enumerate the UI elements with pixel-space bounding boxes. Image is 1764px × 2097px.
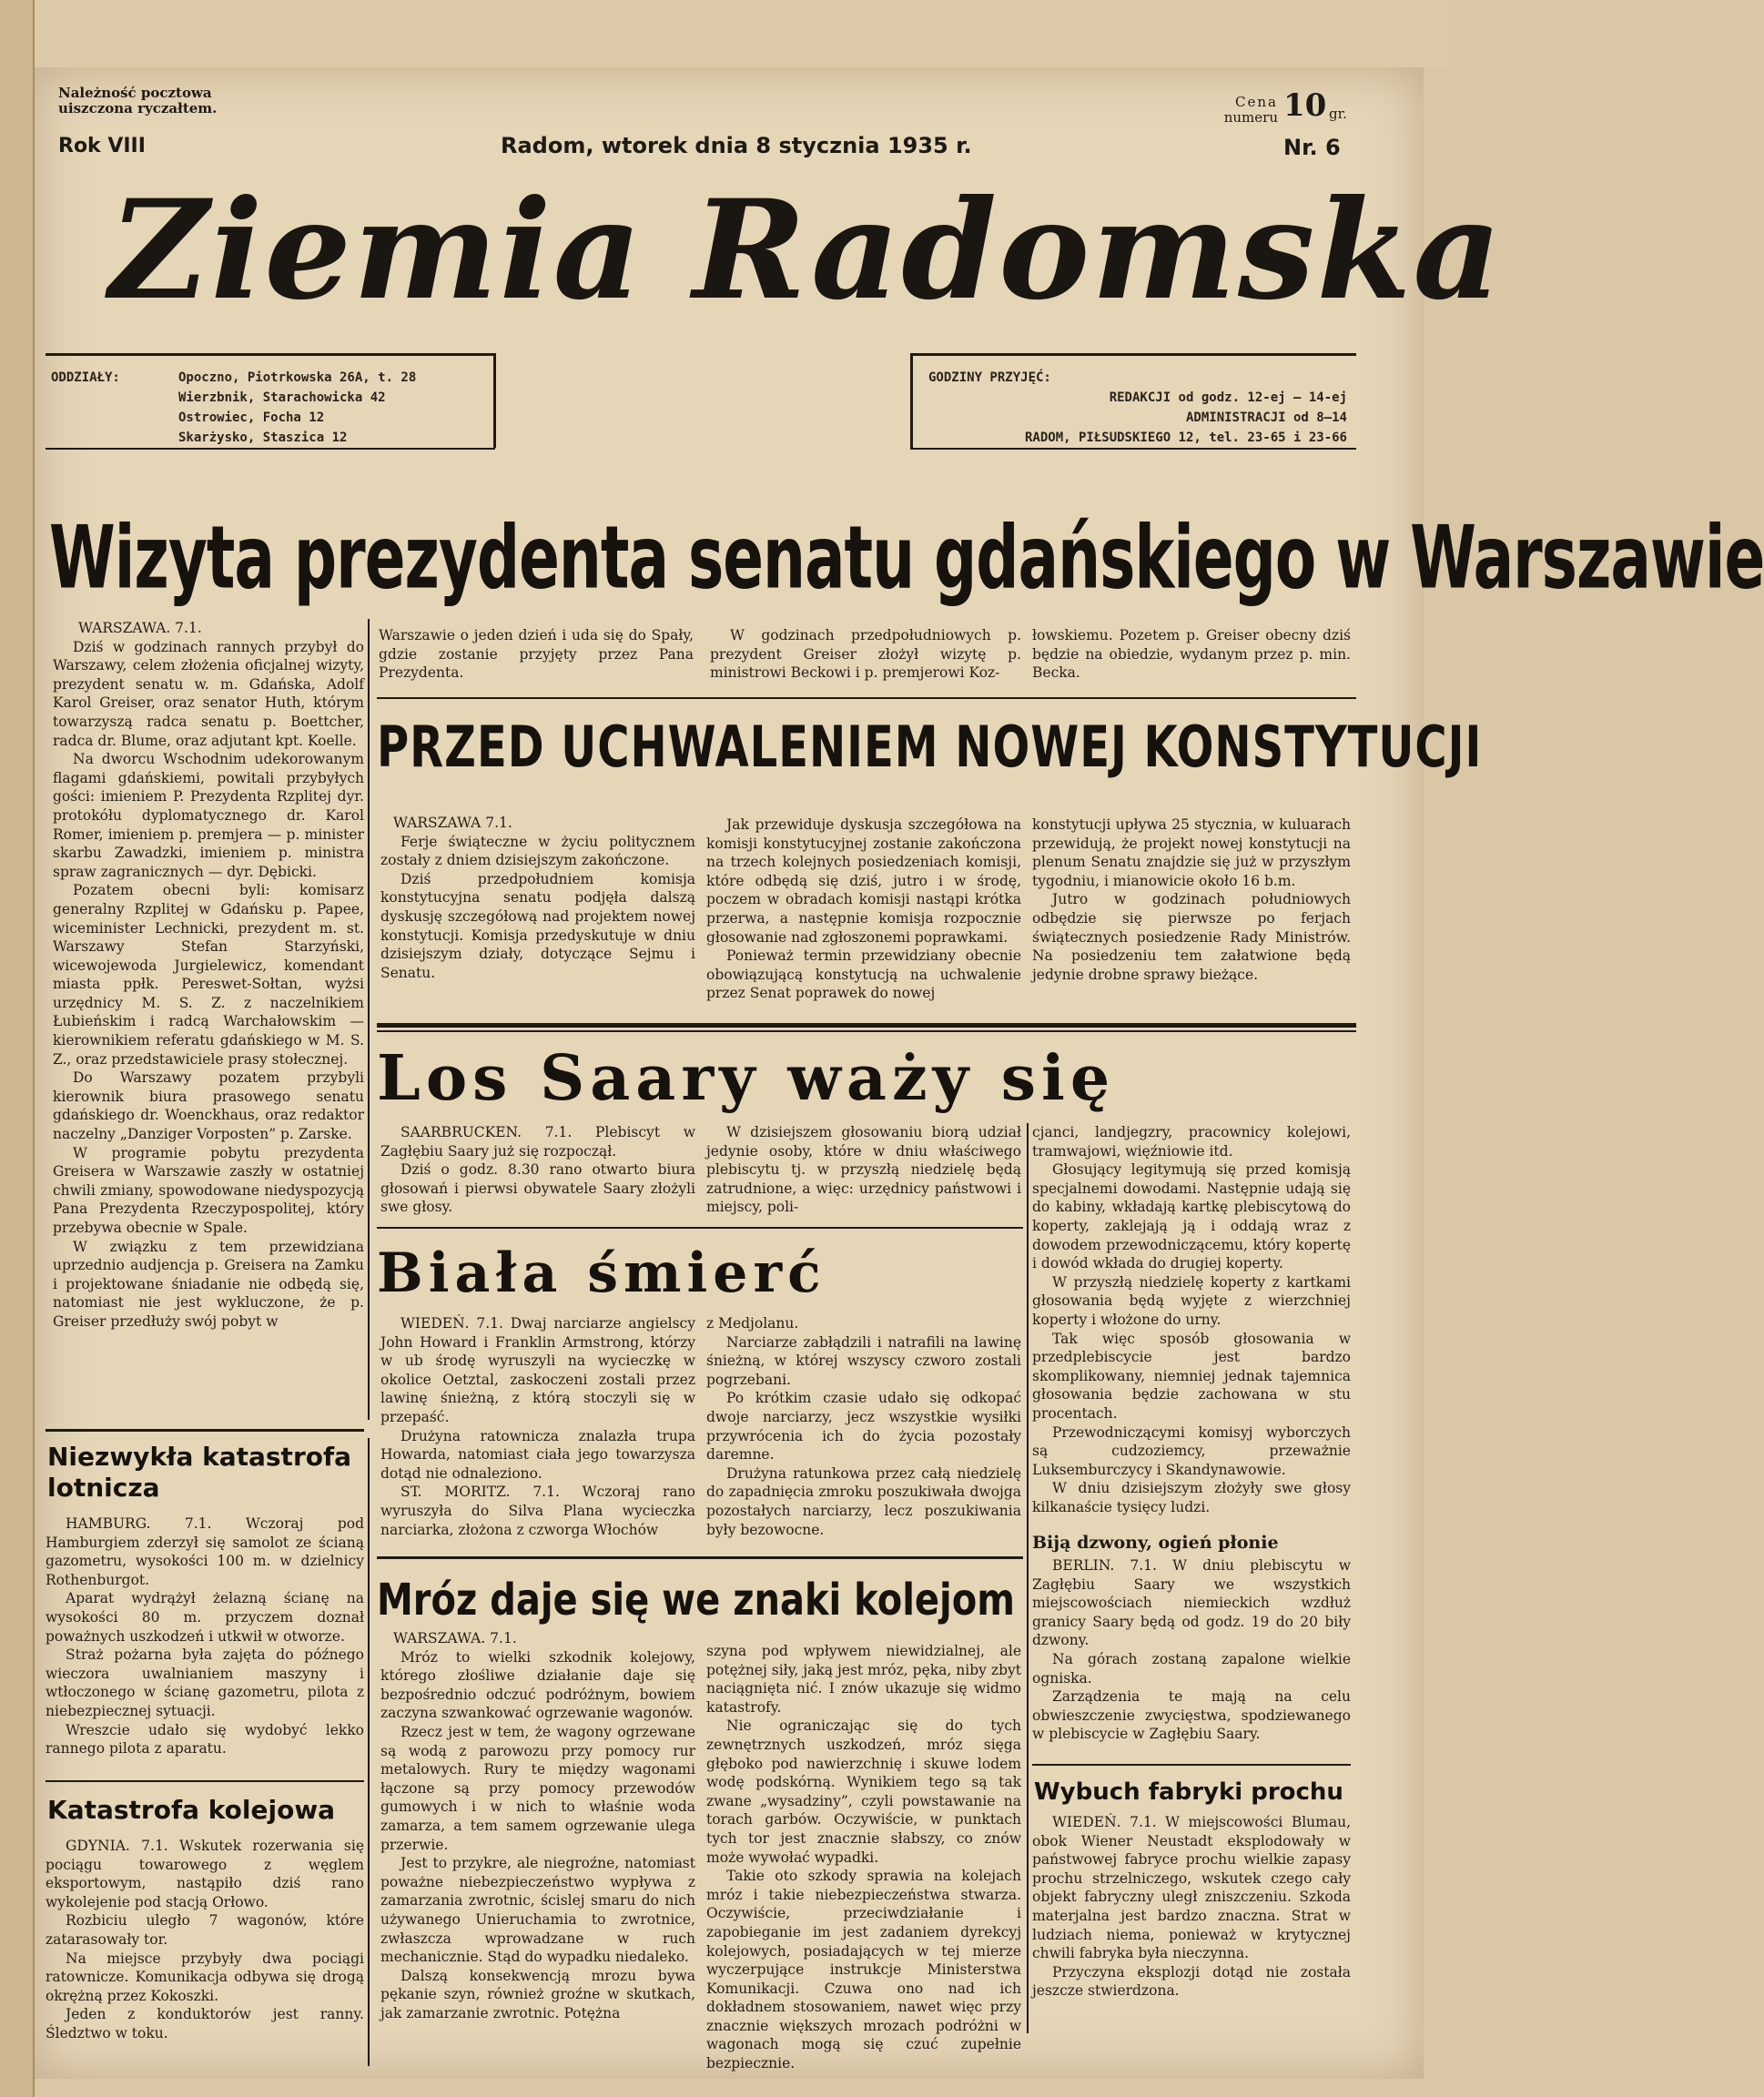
smierc-col-1 — [380, 1314, 695, 1555]
paragraph: Takie oto szkody sprawia na kolejach mróz i takie niebezpieczeństwa stwarza. Oczywiście, przeciwdziałanie i zapobieganie im jest zadaniem dyrekcyj kolejowych, posiadających w tej mierze wyczerpujące instrukcje Ministerstwa Komunikacji. Czuwa ono nad ich dokładnem stosowaniem, nawet więc przy znacznie większych mrozach podróżni w wagonach mogą się czuć zupełnie bezpiecznie. — [706, 1868, 1021, 2072]
info-divider-right — [910, 353, 913, 448]
info-rule-left — [46, 353, 495, 356]
paragraph: Jeden z konduktorów jest ranny. Śledztwo w toku. — [46, 2006, 364, 2041]
branch-line: Skarżysko, Staszica 12 — [178, 431, 348, 445]
hours-line: RADOM, PIŁSUDSKIEGO 12, tel. 23-65 i 23-66 — [1024, 431, 1347, 445]
masthead-title: Ziemia Radomska — [109, 170, 1504, 330]
postage-note-line2: uiszczona ryczałtem. — [58, 100, 218, 116]
paragraph: ST. MORITZ. 7.1. Wczoraj rano wyruszyła do Silva Plana wycieczka narciarka, złożona z czworga Włochów — [380, 1484, 695, 1538]
kolejowa-body — [46, 1837, 364, 2068]
saary-col-2 — [706, 1123, 1021, 1223]
paragraph: Ferje świąteczne w życiu politycznem zostały z dniem dzisiejszym zakończone. — [380, 833, 695, 869]
headline-mroz: Mróz daje się we znaki kolejom — [377, 1575, 1015, 1626]
wizyta-dateline: WARSZAWA. 7.1. — [78, 620, 202, 636]
paragraph: Drużyna ratunkowa przez całą niedzielę do zapadnięcia zmroku poszukiwała dwojga pozostałych narciarzy, lecz poszukiwania były bezowocne. — [706, 1464, 1021, 1538]
paragraph: z Medjolanu. — [706, 1315, 799, 1332]
section-rule — [46, 1429, 364, 1432]
paragraph: W związku z tem przewidziana uprzednio audjencja p. Greisera na Zamku i projektowane śniadanie nie odbędą się, natomiast nie jest wykluczone, że p. Greiser przedłuży swój pobyt w — [53, 1238, 364, 1330]
paragraph: W dzisiejszem głosowaniu biorą udział jedynie osoby, które w dniu właściwego plebiscytu tj. w przyszłą niedzielę będą zatrudnione, a więc: urzędnicy państwowi i miejscy, poli- — [706, 1124, 1021, 1216]
wizyta-col-2 — [379, 626, 694, 690]
paragraph: Wreszcie udało się wydobyć lekko rannego pilota z aparatu. — [46, 1721, 364, 1758]
smierc-col-2 — [706, 1314, 1021, 1555]
year-label: Rok VIII — [58, 135, 146, 157]
paragraph: Głosujący legitymują się przed komisją specjalnemi dowodami. Następnie udają się do kabiny, wkładają kartkę plebiscytową do koperty, zaklejają ją i oddają wraz z dowodem przewodniczącemu, który kopertę i dowód wkłada do drugiej koperty. — [1032, 1161, 1351, 1272]
saary-col-3 — [1032, 1123, 1351, 1529]
paragraph: Nie ograniczając się do tych zewnętrznych uszkodzeń, mróz sięga głęboko pod nawierzchnię i skuwe lodem wodę podskórną. Wynikiem tego są tak zwane „wysadziny”, czyli powstawanie na torach garbów. Oczywiście, w punktach tych tor jest znacznie słabszy, co znów może wywołać wypadki. — [706, 1717, 1021, 1866]
paragraph: W przyszłą niedzielę koperty z kartkami głosowania będą wyjęte z wierzchniej koperty i włożone do urny. — [1032, 1273, 1351, 1328]
katastrofa-body — [46, 1514, 364, 1784]
paragraph: WIEDEŃ. 7.1. W miejscowości Blumau, obok Wiener Neustadt eksplodowały w państwowej fabryce prochu wielkie zapasy prochu strzelniczego, wskutek czego cały objekt fabryczny uległ zniszczeniu. Szkoda materjalna jest bardzo znaczna. Strat w ludziach niema, ponieważ w krytycznej chwili fabryka była nieczynna. — [1032, 1814, 1351, 1962]
hours-line: ADMINISTRACJI od 8—14 — [1185, 410, 1347, 425]
paragraph: Do Warszawy pozatem przybyli kierownik biura prasowego senatu gdańskiego dr. Woenckhaus, oraz redaktor naczelny „Danziger Vorposten” p. Zarske. — [53, 1069, 364, 1143]
section-rule — [1032, 1764, 1351, 1766]
branches-label: ODDZIAŁY: — [51, 370, 120, 385]
dateline: Radom, wtorek dnia 8 stycznia 1935 r. — [501, 133, 972, 158]
paragraph: szyna pod wpływem niewidzialnej, ale potężnej siły, jaką jest mróz, pęka, niby zbyt naciągnięta nić. I znów ukazuje się widmo katastrofy. — [706, 1643, 1021, 1716]
konstytucja-col-1 — [380, 814, 695, 1014]
konstytucja-col-3 — [1032, 816, 1351, 1007]
section-rule — [377, 1556, 1023, 1559]
section-rule — [46, 1780, 364, 1782]
paragraph: Ponieważ termin przewidziany obecnie obowiązującą konstytucją na uchwalenie przez Senat poprawek do nowej — [706, 947, 1021, 1002]
paragraph: Przyczyna eksplozji dotąd nie została jeszcze stwierdzona. — [1032, 1963, 1351, 2000]
price-label-line2: numeru — [1223, 109, 1278, 126]
office-hours — [928, 368, 1347, 448]
column-divider — [1027, 1123, 1029, 2033]
issue-number: Nr. 6 — [1283, 135, 1341, 160]
section-rule — [377, 697, 1356, 699]
hours-line: REDAKCJI od godz. 12-ej — 14-ej — [1109, 390, 1347, 405]
konstytucja-col-2 — [706, 816, 1021, 1007]
info-rule-right-bottom — [910, 448, 1356, 450]
paragraph: Na dworcu Wschodnim udekorowanym flagami gdańskiemi, powitali przybyłych gości: imieniem P. Prezydenta Rzplitej dyr. protokółu dyplomatycznego dr. Karol Romer, imieniem p. premjera — p. minister skarbu Zawadzki, imieniem p. ministra spraw zagranicznych — dyr. Dębicki. — [53, 751, 364, 880]
paragraph: Narciarze zabłądzili i natrafili na lawinę śnieżną, w której wszyscy czworo zostali pogrzebani. — [706, 1333, 1021, 1388]
section-rule-heavy — [377, 1023, 1356, 1028]
paragraph: W godzinach przedpołudniowych p. prezydent Greiser złożył wizytę p. ministrowi Beckowi i p. premjerowi Koz- — [710, 627, 1021, 682]
info-rule-left-bottom — [46, 448, 495, 450]
mroz-col-1 — [380, 1629, 695, 2068]
price-label-line1: Cena — [1235, 94, 1278, 110]
paragraph: BERLIN. 7.1. W dniu plebiscytu w Zagłębiu Saary we wszystkich miejscowościach niemieckich wzdłuż granicy Saary będą od godz. 19 do 20 biły dzwony. — [1032, 1557, 1351, 1649]
postage-note-line1: Należność pocztowa — [58, 85, 212, 101]
paragraph: cjanci, landjegzry, pracownicy kolejowi, tramwajowi, więźniowie itd. — [1032, 1124, 1351, 1160]
paragraph: HAMBURG. 7.1. Wczoraj pod Hamburgiem zderzył się samolot ze ścianą gazometru, wysokości 100 m. w dzielnicy Rothenburgot. — [46, 1515, 364, 1588]
headline-saary: Los Saary waży się — [377, 1042, 1116, 1115]
paragraph: Rzecz jest w tem, że wagony ogrzewane są wodą z parowozu przy pomocy rur metalowych. Rury te między wagonami łączone są przy pomocy przewodów gumowych i w nich to właśnie woda zamarza, a tem samem ogrzewanie ulega przerwie. — [380, 1723, 695, 1853]
branch-line: Wierzbnik, Starachowicka 42 — [178, 390, 386, 405]
paragraph: konstytucji upływa 25 stycznia, w kuluarach przewidują, że projekt nowej konstytucji na plenum Senatu znajdzie się już w przyszłym tygodniu, i mianowicie około 16 b.m. — [1032, 816, 1351, 889]
paragraph: Dziś przedpołudniem komisja konstytucyjna senatu podjęła dalszą dyskusję szczegółową nad projektem nowej konstytucji. Komisja przedyskutuje w dniu dzisiejszym działy, dotyczące Sejmu i Senatu. — [380, 870, 695, 981]
paragraph: Na miejsce przybyły dwa pociągi ratownicze. Komunikacja odbywa się drogą okrężną przez Kokoszki. — [46, 1950, 364, 2004]
paragraph: Jak przewiduje dyskusja szczegółowa na komisji konstytucyjnej zostanie zakończona na trzech kolejnych posiedzeniach komisji, które odbędą się dziś, jutro i w środę, poczem w obradach komisji nastąpi krótka przerwa, a następnie komisja rozpocznie głosowanie nad zgłoszonemi poprawkami. — [706, 816, 1021, 946]
paragraph: Mróz to wielki szkodnik kolejowy, którego złośliwe działanie daje się bezpośrednio odczuć podróżnym, bowiem zaczyna szwankować ogrzewanie wagonów. — [380, 1648, 695, 1722]
headline-katastrofa: Niezwykła katastrofa lotnicza — [47, 1442, 352, 1503]
fabryka-body — [1032, 1813, 1351, 2059]
paragraph: Tak więc sposób głosowania w przedplebiscycie jest bardzo skomplikowany, niemniej jednak tajemnica głosowania będzie zachowana w stu procentach. — [1032, 1330, 1351, 1422]
wizyta-col-3 — [710, 626, 1021, 690]
hours-line: GODZINY PRZYJĘĆ: — [928, 370, 1051, 385]
paragraph: GDYNIA. 7.1. Wskutek rozerwania się pociągu towarowego z węglem eksportowym, nastąpiło dziś rano wykolejenie pod stacją Orłowo. — [46, 1838, 364, 1910]
postage-note — [58, 86, 240, 116]
paragraph: Po krótkim czasie udało się odkopać dwoje narciarzy, jecz wszystkie wysiłki przywrócenia ich do życia pozostały daremne. — [706, 1390, 1021, 1464]
paragraph: Dziś w godzinach rannych przybył do Warszawy, celem złożenia oficjalnej wizyty, prezydent senatu w. m. Gdańska, Adolf Karol Greiser, oraz senator Huth, którym towarzyszą radca senatu p. Boettcher, radca dr. Blume, oraz adjutant kpt. Koelle. — [53, 638, 364, 749]
paragraph: Aparat wydrążył żelazną ścianę na wysokości 80 m. przyczem doznał poważnych uszkodzeń i utkwił w otworze. — [46, 1590, 364, 1645]
paragraph: WIEDEŃ. 7.1. Dwaj narciarze angielscy John Howard i Franklin Armstrong, którzy w ub środę wyruszyli na wycieczkę w okolice Oetztal, zaskoczeni zostali przez lawinę śnieżną, z którą stoczyli się w przepaść. — [380, 1315, 695, 1425]
wizyta-col-1 — [53, 619, 364, 1438]
headline-smierc: Biała śmierć — [377, 1241, 826, 1305]
headline-fabryka: Wybuch fabryki prochu — [1034, 1778, 1343, 1806]
wizyta-col-4 — [1032, 626, 1351, 690]
konstytucja-dateline: WARSZAWA 7.1. — [393, 815, 512, 831]
paragraph: Rozbiciu uległo 7 wagonów, które zatarasowały tor. — [46, 1912, 364, 1948]
paragraph: Pozatem obecni byli: komisarz generalny Rzplitej w Gdańsku p. Papee, wiceminister Lechnicki, prezydent m. st. Warszawy Stefan Starzyński, wicewojewoda Jurgielewicz, komendant miasta ppłk. Pereswet-Sołtan, wyżsi urzędnicy M. S. Z. z naczelnikiem Łubieńskim i radcą Warchałowskim — kierownikiem referatu gdańskiego w M. S. Z., oraz przedstawiciele prasy stołecznej. — [53, 882, 364, 1068]
mroz-col-2 — [706, 1642, 1021, 2072]
paragraph: Dziś o godz. 8.30 rano otwarto biura głosowań i pierwsi obywatele Saary złożyli swe głosy. — [380, 1161, 695, 1216]
paragraph: W programie pobytu prezydenta Greisera w Warszawie zaszły w ostatniej chwili zmiany, spowodowane niedyspozycją Pana Prezydenta Rzeczypospolitej, który przebywa obecnie w Spale. — [53, 1144, 364, 1236]
headline-kolejowa: Katastrofa kolejowa — [47, 1795, 336, 1825]
info-divider-left — [493, 353, 496, 448]
paragraph: Jutro w godzinach południowych odbędzie się pierwsze po ferjach świątecznych posiedzenie Rady Ministrów. Na posiedzeniu tem załatwione będą jedynie drobne sprawy bieżące. — [1032, 891, 1351, 983]
headline-konstytucja: PRZED UCHWALENIEM NOWEJ KONSTYTUCJI — [377, 714, 1483, 781]
paragraph: SAARBRUCKEN. 7.1. Plebiscyt w Zagłębiu Saary już się rozpoczął. — [380, 1124, 695, 1160]
section-rule — [377, 1030, 1356, 1032]
paragraph: Dalszą konsekwencją mrozu bywa pękanie szyn, również groźne w skutkach, jak zamarzanie zwrotnic. Potężna — [380, 1967, 695, 2021]
paragraph: Na górach zostaną zapalone wielkie ogniska. — [1032, 1650, 1351, 1687]
section-rule — [377, 1227, 1023, 1229]
column-divider — [368, 1438, 370, 2066]
saary-col-1 — [380, 1123, 695, 1223]
paragraph: łowskiemu. Pozetem p. Greiser obecny dziś będzie na obiedzie, wydanym przez p. min. Becka. — [1032, 627, 1351, 682]
paragraph: Przewodniczącymi komisyj wyborczych są cudzoziemcy, przeważnie Luksemburczycy i Skandynawowie. — [1032, 1423, 1351, 1478]
mroz-dateline: WARSZAWA. 7.1. — [393, 1630, 517, 1646]
paragraph: Jest to przykre, ale niegroźne, natomiast poważne niebezpieczeństwo wypływa z zamarzania zwrotnic, ścislej smaru do nich używanego Unieruchamia to zwrotnice, zwłaszcza wprowadzane w ruch mechanicznie. Stąd do wypadku niedaleko. — [380, 1855, 695, 1966]
scan-top-margin — [0, 0, 1449, 67]
branch-line: Ostrowiec, Focha 12 — [178, 410, 325, 425]
binding-strip — [0, 0, 35, 2097]
price-label — [1220, 95, 1278, 126]
price-unit: gr. — [1329, 106, 1347, 122]
branches-list — [178, 368, 488, 448]
headline-wizyta: Wizyta prezydenta senatu gdańskiego w Warszawie — [49, 507, 1764, 609]
info-rule-right — [910, 353, 1356, 356]
paragraph: Drużyna ratownicza znalazła trupa Howarda, natomiast ciała jego towarzysza dotąd nie odnaleziono. — [380, 1427, 695, 1482]
column-divider — [368, 619, 370, 1420]
price-value: 10 — [1283, 87, 1327, 124]
paragraph: W dniu dzisiejszym złożyły swe głosy kilkanaście tysięcy ludzi. — [1032, 1480, 1351, 1515]
paragraph: Zarządzenia te mają na celu obwieszczenie zwycięstwa, spodziewanego w plebiscycie w Zagłębiu Saary. — [1032, 1688, 1351, 1743]
paragraph: Straż pożarna była zajęta do późnego wieczora uwalnianiem maszyny i wtłoczonego w ścianę gazometru, pilota z niebezpiecznej sytuacji. — [46, 1646, 364, 1719]
saary-sub-col — [1032, 1556, 1351, 1784]
paragraph: Warszawie o jeden dzień i uda się do Spały, gdzie zostanie przyjęty przez Pana Prezydenta. — [379, 627, 694, 682]
subheadline-dzwony: Biją dzwony, ogień płonie — [1032, 1533, 1279, 1553]
branch-line: Opoczno, Piotrkowska 26A, t. 28 — [178, 370, 417, 385]
